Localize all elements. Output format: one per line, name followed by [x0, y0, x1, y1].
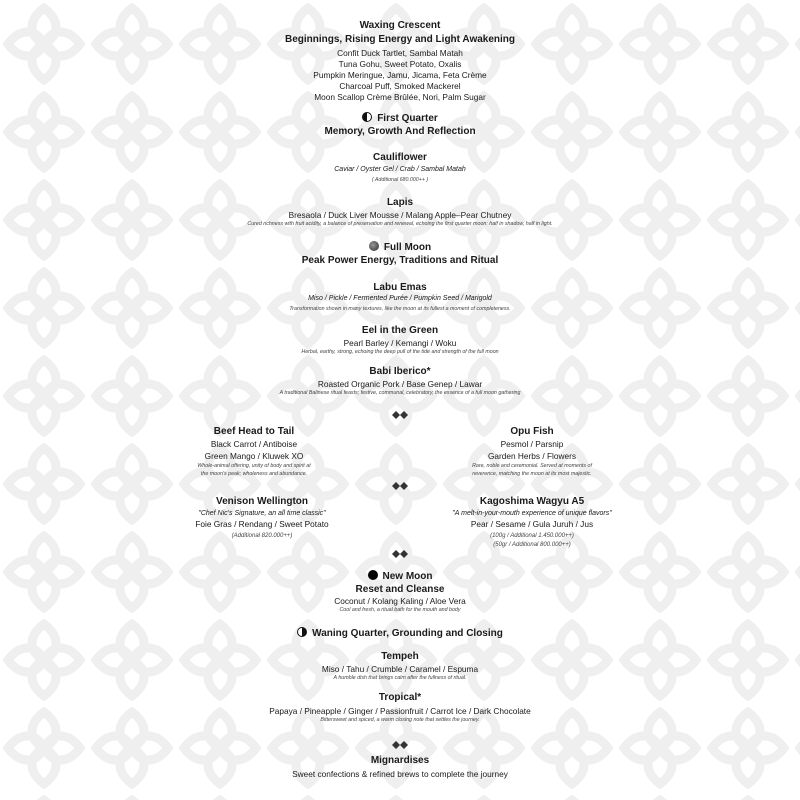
eel-note: Herbal, earthy, strong, echoing the deep pull of the tide and strength of the full moon	[301, 349, 499, 355]
lapis-title: Lapis	[386, 197, 414, 208]
venison-quote: "Chef Nic's Signature, an all time classic"	[198, 510, 326, 517]
waxing-item: Pumpkin Meringue, Jamu, Jicama, Feta Crème	[313, 70, 487, 80]
ornament-divider	[0, 478, 800, 496]
new-moon-title: New Moon	[382, 571, 433, 582]
beef-line-1: Black Carrot / Antiboise	[210, 439, 298, 449]
opu-fish-note-1: Rare, noble and ceremonial. Served at moments of	[472, 463, 592, 469]
wagyu-title: Kagoshima Wagyu A5	[479, 496, 585, 507]
babi-iberico-title: Babi Iberico*	[369, 366, 431, 377]
opu-fish-line-2: Garden Herbs / Flowers	[487, 451, 577, 461]
tropical-description: Papaya / Pineapple / Ginger / Passionfruit / Carrot Ice / Dark Chocolate	[269, 706, 531, 716]
new-moon-subtitle: Reset and Cleanse	[355, 584, 445, 595]
mignardises-description: Sweet confections & refined brews to complete the journey	[292, 769, 508, 779]
tempeh-description: Miso / Tahu / Crumble / Caramel / Espuma	[321, 664, 479, 674]
beef-note-1: Whole-animal offering, unity of body and spirit at	[197, 463, 311, 469]
ornament-divider	[0, 546, 800, 564]
full-moon-subtitle: Peak Power Energy, Traditions and Ritual	[301, 255, 499, 266]
waning-quarter-moon-icon	[297, 627, 307, 637]
waxing-crescent-title: Waxing Crescent	[359, 20, 441, 31]
waning-quarter-title: Waning Quarter, Grounding and Closing	[312, 628, 503, 639]
beef-note-2: the moon's peak; wholeness and abundance.	[200, 471, 308, 477]
labu-emas-description: Miso / Pickle / Fermented Purée / Pumpkin Seed / Marigold	[308, 295, 492, 302]
full-moon-title: Full Moon	[383, 242, 432, 253]
cauliflower-title: Cauliflower	[373, 152, 427, 163]
lapis-note: Cured richness with fruit acidity, a balance of preservation and renewal, echoing the first quarter moon: half in shadow, half in light.	[247, 221, 553, 227]
tempeh-title: Tempeh	[381, 651, 419, 662]
ornament-divider	[0, 407, 800, 425]
tropical-title: Tropical*	[378, 692, 422, 703]
diamond-ornament-icon	[392, 549, 408, 559]
waxing-item: Tuna Gohu, Sweet Potato, Oxalis	[338, 59, 462, 69]
opu-fish-note-2: reverence, matching the moon at its most majestic.	[472, 471, 592, 477]
tropical-note: Bittersweet and spiced, a warm closing note that settles the journey.	[320, 717, 480, 723]
wagyu-supplement-100g: (100g / Additional 1.450.000++)	[490, 533, 574, 539]
first-quarter-subtitle: Memory, Growth And Reflection	[324, 126, 476, 137]
venison-supplement: (Additional 820.000++)	[231, 533, 293, 539]
beef-line-2: Green Mango / Kluwek XO	[204, 451, 304, 461]
venison-title: Venison Wellington	[215, 496, 309, 507]
wagyu-description: Pear / Sesame / Gula Juruh / Jus	[470, 519, 594, 529]
babi-iberico-note: A traditional Balinese ritual feasts; festive, communal, celebratory, the essence of a full moon gathering	[279, 390, 521, 396]
new-moon-description: Coconut / Kolang Kaling / Aloe Vera	[334, 596, 466, 606]
labu-emas-title: Labu Emas	[373, 282, 427, 293]
cauliflower-supplement: ( Additional 680.000++ )	[371, 177, 429, 183]
tempeh-note: A humble dish that brings calm after the fullness of ritual.	[333, 675, 467, 681]
waxing-item: Moon Scallop Crème Brûlée, Nori, Palm Sugar	[314, 92, 486, 102]
first-quarter-title: First Quarter	[377, 113, 438, 124]
mignardises-title: Mignardises	[370, 755, 430, 766]
diamond-ornament-icon	[392, 410, 408, 420]
wagyu-quote: "A melt-in-your-mouth experience of unique flavors"	[452, 510, 612, 517]
ornament-divider	[0, 737, 800, 755]
beef-title: Beef Head to Tail	[213, 426, 295, 437]
new-moon-heading	[0, 570, 800, 582]
new-moon-icon	[368, 570, 378, 580]
eel-description: Pearl Barley / Kemangi / Woku	[343, 338, 457, 348]
lapis-description: Bresaola / Duck Liver Mousse / Malang Apple–Pear Chutney	[288, 210, 512, 220]
first-quarter-moon-icon	[362, 112, 372, 122]
diamond-ornament-icon	[392, 481, 408, 491]
waxing-item: Confit Duck Tartlet, Sambal Matah	[337, 48, 463, 58]
venison-description: Foie Gras / Rendang / Sweet Potato	[195, 519, 329, 529]
waxing-crescent-subtitle: Beginnings, Rising Energy and Light Awakening	[284, 34, 516, 45]
opu-fish-title: Opu Fish	[510, 426, 554, 437]
diamond-ornament-icon	[392, 740, 408, 750]
opu-fish-line-1: Pesmol / Parsnip	[500, 439, 564, 449]
wagyu-supplement-50g: (50gr / Additional 800.000++)	[493, 542, 571, 548]
labu-emas-note: Transformation shown in many textures, like the moon at its fullest a moment of completeness.	[289, 306, 511, 312]
full-moon-icon	[369, 241, 379, 251]
waning-quarter-heading	[0, 627, 800, 639]
first-quarter-heading	[0, 112, 800, 124]
waxing-item: Charcoal Puff, Smoked Mackerel	[339, 81, 461, 91]
eel-title: Eel in the Green	[361, 325, 439, 336]
babi-iberico-description: Roasted Organic Pork / Base Genep / Lawar	[317, 379, 483, 389]
new-moon-note: Cool and fresh, a ritual bath for the mouth and body	[339, 607, 461, 613]
full-moon-heading	[0, 241, 800, 253]
cauliflower-description: Caviar / Oyster Gel / Crab / Sambal Matah	[334, 166, 466, 173]
